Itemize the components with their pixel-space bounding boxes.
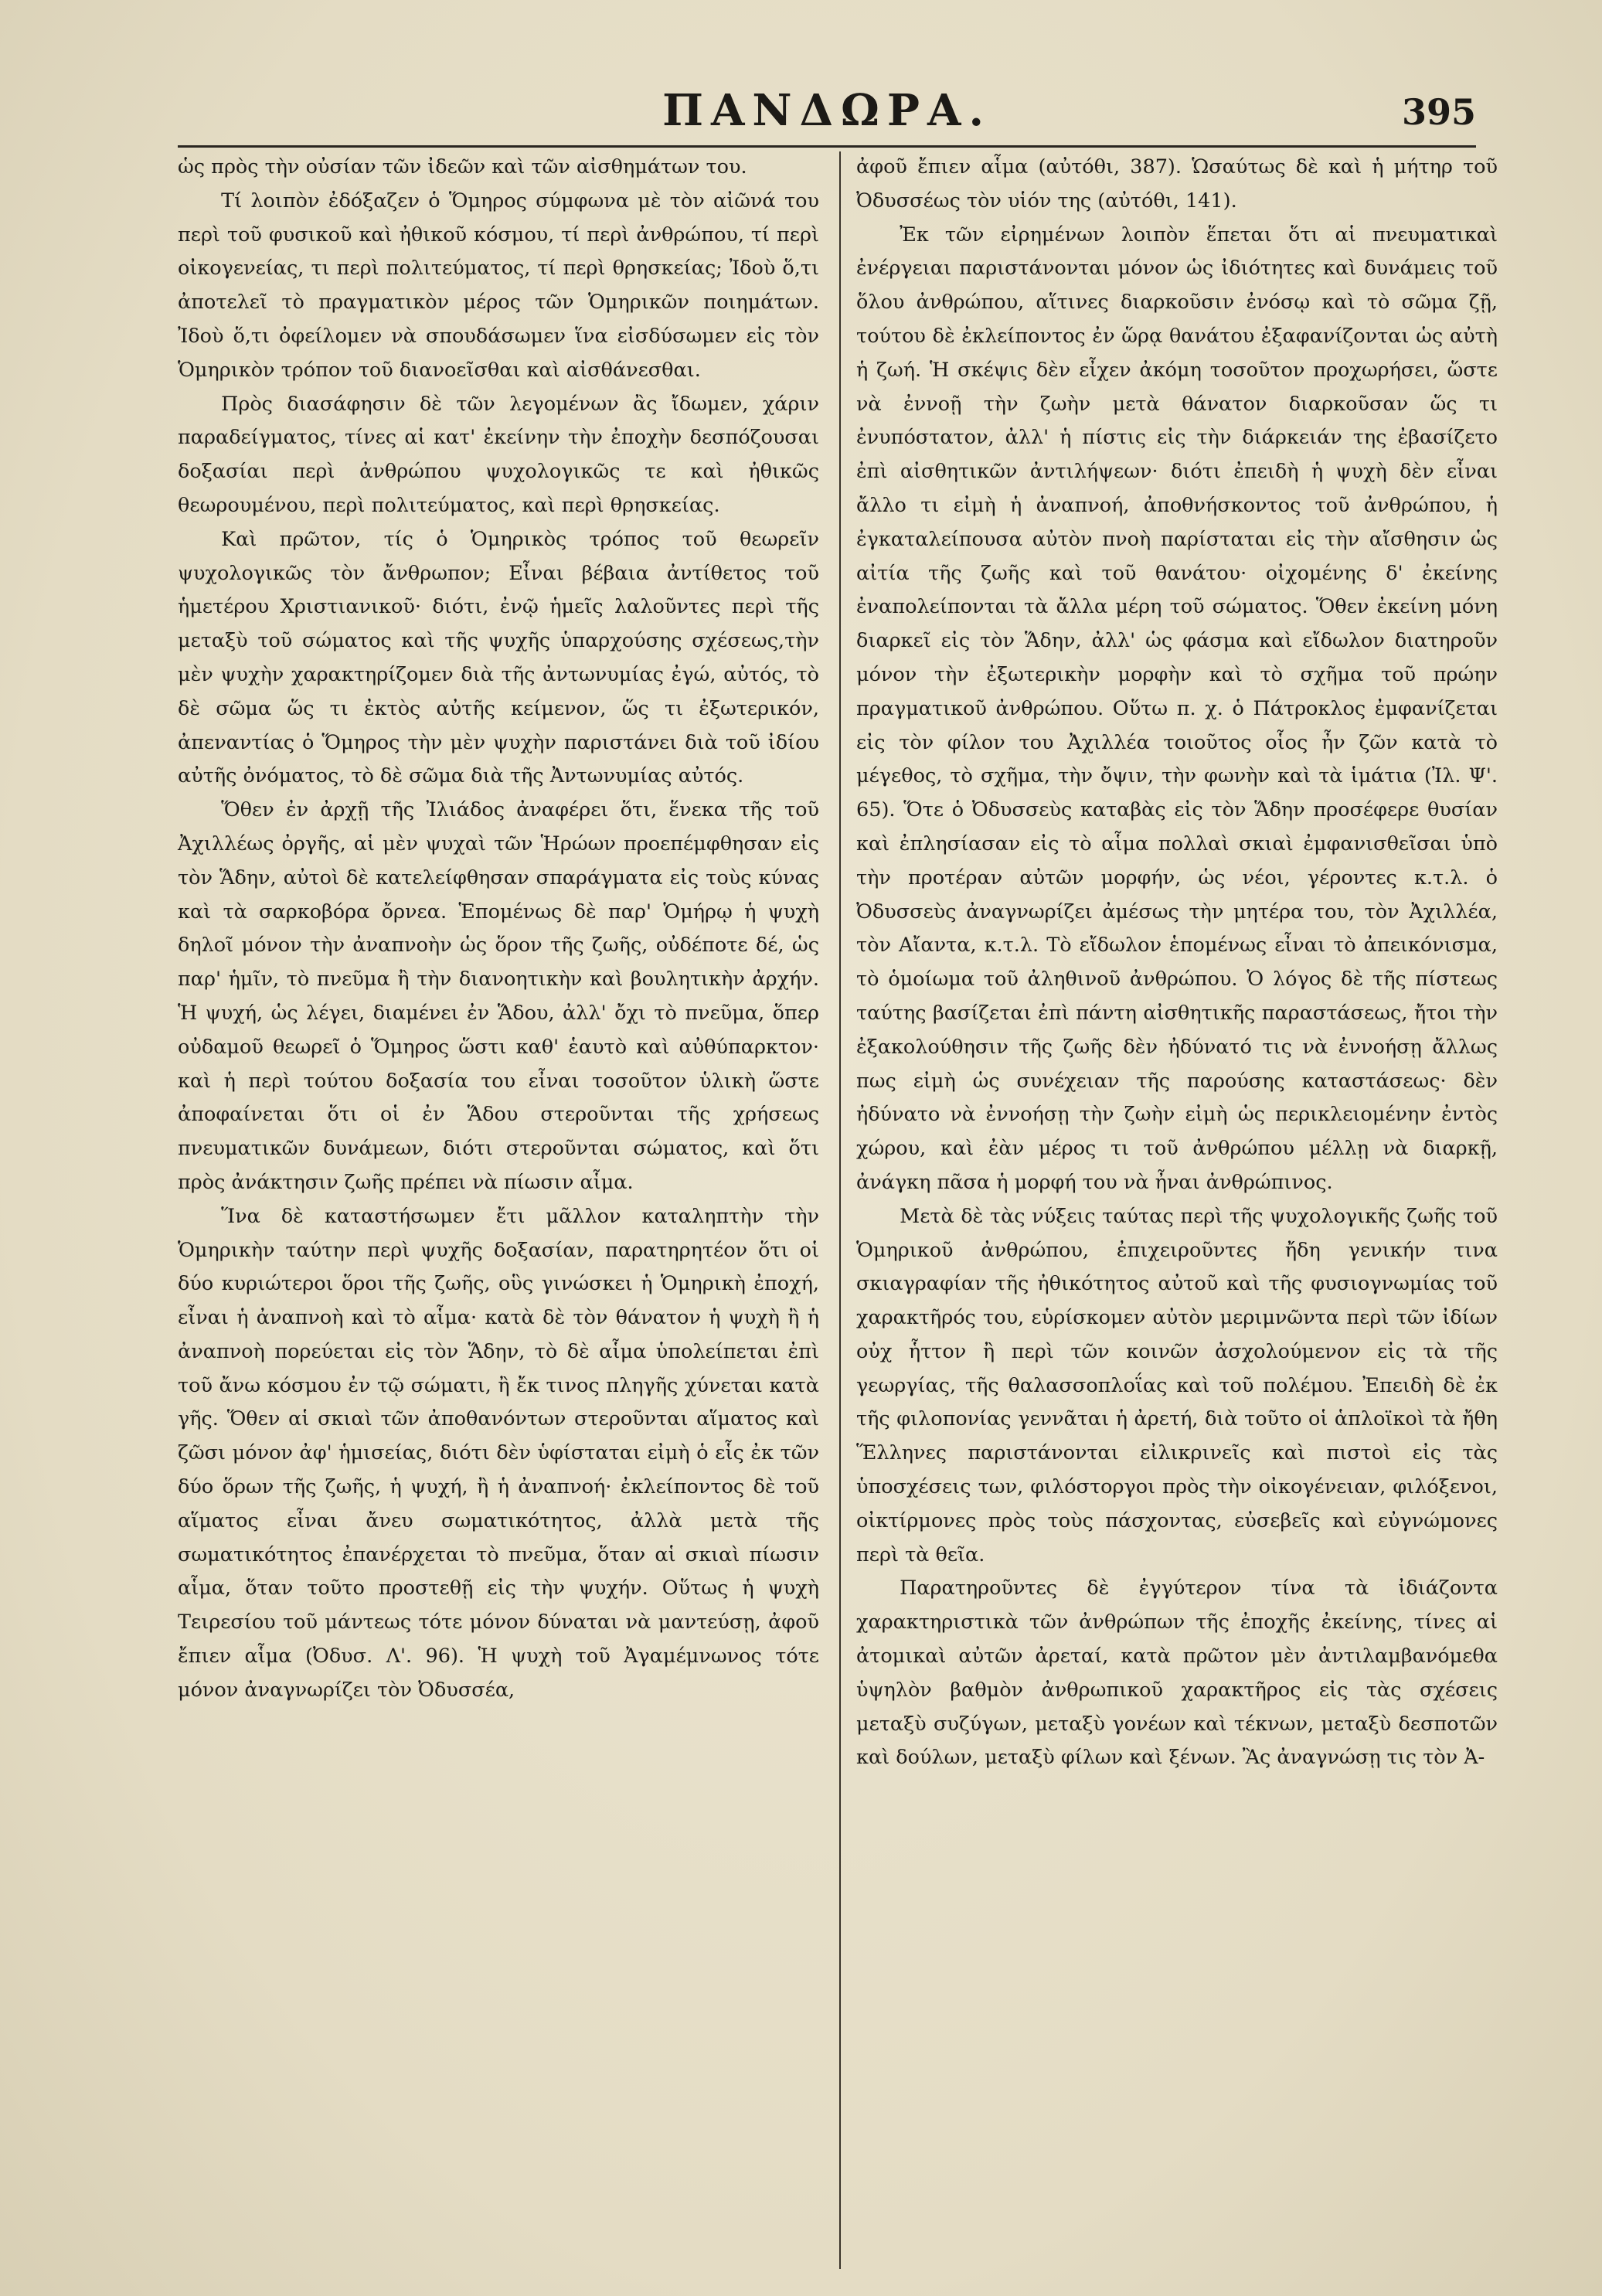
paragraph: Μετὰ δὲ τὰς νύξεις ταύτας περὶ τῆς ψυχολογικῆς ζωῆς τοῦ Ὁμηρικοῦ ἀνθρώπου, ἐπιχειροῦντες ἤδη γενικήν τινα σκιαγραφίαν τῆς ἠθικότητος αὐτοῦ καὶ τῆς φυσιογνωμίας τοῦ χαρακτῆρός του, εὑρίσκομεν αὐτὸν μεριμνῶντα περὶ τῶν ἰδίων οὐχ ἧττον ἢ περὶ τῶν κοινῶν ἀσχολούμενον εἰς τὰ τῆς γεωργίας, τῆς θαλασσοπλοΐας καὶ τοῦ πολέμου. Ἐπειδὴ δὲ ἐκ τῆς φιλοπονίας γεννᾶται ἡ ἀρετή, διὰ τοῦτο οἱ ἁπλοϊκοὶ τὰ ἤθη Ἕλληνες παριστάνονται εἰλικρινεῖς καὶ πιστοὶ εἰς τὰς ὑποσχέσεις των, φιλόστοργοι πρὸς τὴν οἰκογένειαν, φιλόξενοι, οἰκτίρμονες πρὸς τοὺς πάσχοντας, εὐσεβεῖς καὶ εὐγνώμονες περὶ τὰ θεῖα.: [856, 1204, 1498, 1566]
paragraph: Ὅθεν ἐν ἀρχῇ τῆς Ἰλιάδος ἀναφέρει ὅτι, ἕνεκα τῆς τοῦ Ἀχιλλέως ὀργῆς, αἱ μὲν ψυχαὶ τῶν Ἡρώων προεπέμφθησαν εἰς τὸν Ἅδην, αὐτοὶ δὲ κατελείφθησαν σπαράγματα εἰς τοὺς κύνας καὶ τὰ σαρκοβόρα ὄρνεα. Ἑπομένως δὲ παρ' Ὁμήρῳ ἡ ψυχὴ δηλοῖ μόνον τὴν ἀναπνοὴν ὡς ὅρον τῆς ζωῆς, οὐδέποτε δέ, ὡς παρ' ἡμῖν, τὸ πνεῦμα ἢ τὴν διανοητικὴν καὶ βουλητικὴν ἀρχήν. Ἡ ψυχή, ὡς λέγει, διαμένει ἐν Ἅδου, ἀλλ' ὄχι τὸ πνεῦμα, ὅπερ οὐδαμοῦ θεωρεῖ ὁ Ὅμηρος ὥστι καθ' ἑαυτὸ καὶ αὐθύπαρκτον· καὶ ἡ περὶ τούτου δοξασία του εἶναι τοσοῦτον ὑλικὴ ὥστε ἀποφαίνεται ὅτι οἱ ἐν Ἅδου στεροῦνται τῆς χρήσεως πνευματικῶν δυνάμεων, διότι στεροῦνται σώματος, καὶ ὅτι πρὸς ἀνάκτησιν ζωῆς πρέπει νὰ πίωσιν αἷμα.: [178, 798, 819, 1194]
column-divider: [839, 151, 841, 2269]
running-title: ΠΑΝΔΩΡΑ.: [662, 85, 991, 136]
paragraph: Ἵνα δὲ καταστήσωμεν ἔτι μᾶλλον καταληπτὴν τὴν Ὁμηρικὴν ταύτην περὶ ψυχῆς δοξασίαν, παρατηρητέον ὅτι οἱ δύο κυριώτεροι ὅροι τῆς ζωῆς, οὓς γινώσκει ἡ Ὁμηρικὴ ἐποχή, εἶναι ἡ ἀναπνοὴ καὶ τὸ αἷμα· κατὰ δὲ τὸν θάνατον ἡ ψυχὴ ἢ ἡ ἀναπνοὴ πορεύεται εἰς τὸν Ἅδην, τὸ δὲ αἷμα ὑπολείπεται ἐπὶ τοῦ ἄνω κόσμου ἐν τῷ σώματι, ἢ ἔκ τινος πληγῆς χύνεται κατὰ γῆς. Ὅθεν αἱ σκιαὶ τῶν ἀποθανόντων στεροῦνται αἵματος καὶ ζῶσι μόνον ἀφ' ἡμισείας, διότι δὲν ὑφίσταται εἰμὴ ὁ εἷς ἐκ τῶν δύο ὅρων τῆς ζωῆς, ἡ ψυχή, ἢ ἡ ἀναπνοή· ἐκλείποντος δὲ τοῦ αἵματος εἶναι ἄνευ σωματικότητος, ἀλλὰ μετὰ τῆς σωματικότητος ἐπανέρχεται τὸ πνεῦμα, ὅταν αἱ σκιαὶ πίωσιν αἷμα, ὅταν τοῦτο προστεθῇ εἰς τὴν ψυχήν. Οὕτως ἡ ψυχὴ Τειρεσίου τοῦ μάντεως τότε μόνον δύναται νὰ μαντεύσῃ, ἀφοῦ ἔπιεν αἷμα (Ὀδυσ. Λ'. 96). Ἡ ψυχὴ τοῦ Ἀγαμέμνωνος τότε μόνον ἀναγνωρίζει τὸν Ὀδυσσέα,: [178, 1204, 819, 1702]
left-column: [178, 151, 819, 1708]
paragraph: Καὶ πρῶτον, τίς ὁ Ὁμηρικὸς τρόπος τοῦ θεωρεῖν ψυχολογικῶς τὸν ἄνθρωπον; Εἶναι βέβαια ἀντίθετος τοῦ ἡμετέρου Χριστιανικοῦ· διότι, ἐνῷ ἡμεῖς λαλοῦντες περὶ τῆς μεταξὺ τοῦ σώματος καὶ τῆς ψυχῆς ὑπαρχούσης σχέσεως,τὴν μὲν ψυχὴν χαρακτηρίζομεν διὰ τῆς ἀντωνυμίας ἐγώ, αὐτός, τὸ δὲ σῶμα ὥς τι ἐκτὸς αὐτῆς κείμενον, ὥς τι ἐξωτερικόν, ἀπεναντίας ὁ Ὅμηρος τὴν μὲν ψυχὴν παριστάνει διὰ τοῦ ἰδίου αὐτῆς ὀνόματος, τὸ δὲ σῶμα διὰ τῆς Ἀντωνυμίας αὐτός.: [178, 527, 819, 788]
paragraph: Παρατηροῦντες δὲ ἐγγύτερον τίνα τὰ ἰδιάζοντα χαρακτηριστικὰ τῶν ἀνθρώπων τῆς ἐποχῆς ἐκείνης, τίνες αἱ ἀτομικαὶ αὐτῶν ἀρεταί, κατὰ πρῶτον μὲν ἀντιλαμβανόμεθα ὑψηλὸν βαθμὸν ἀνθρωπικοῦ χαρακτῆρος εἰς τὰς σχέσεις μεταξὺ συζύγων, μεταξὺ γονέων καὶ τέκνων, μεταξὺ δεσποτῶν καὶ δούλων, μεταξὺ φίλων καὶ ξένων. Ἂς ἀναγνώσῃ τις τὸν Ἀ-: [856, 1577, 1498, 1770]
paragraph: ἀφοῦ ἔπιεν αἷμα (αὐτόθι, 387). Ὡσαύτως δὲ καὶ ἡ μήτηρ τοῦ Ὀδυσσέως τὸν υἱόν της (αὐτόθι, 141).: [856, 155, 1498, 213]
paragraph: ὡς πρὸς τὴν οὐσίαν τῶν ἰδεῶν καὶ τῶν αἰσθημάτων του.: [178, 155, 747, 179]
paragraph: Πρὸς διασάφησιν δὲ τῶν λεγομένων ἂς ἴδωμεν, χάριν παραδείγματος, τίνες αἱ κατ' ἐκείνην τὴν ἐποχὴν δεσπόζουσαι δοξασίαι περὶ ἀνθρώπου ψυχολογικῶς τε καὶ ἠθικῶς θεωρουμένου, περὶ πολιτεύματος, καὶ περὶ θρησκείας.: [178, 392, 819, 517]
page-number: 395: [1401, 91, 1476, 133]
paragraph: Ἐκ τῶν εἰρημένων λοιπὸν ἕπεται ὅτι αἱ πνευματικαὶ ἐνέργειαι παριστάνονται μόνον ὡς ἰδιότητες καὶ δυνάμεις τοῦ ὅλου ἀνθρώπου, αἵτινες διαρκοῦσιν ἐνόσῳ καὶ τὸ σῶμα ζῇ, τούτου δὲ ἐκλείποντος ἐν ὥρᾳ θανάτου ἐξαφανίζονται ὡς αὐτὴ ἡ ζωή. Ἡ σκέψις δὲν εἶχεν ἀκόμη τοσοῦτον προχωρήσει, ὥστε νὰ ἐννοῇ τὴν ζωὴν μετὰ θάνατον διαρκοῦσαν ὥς τι ἐνυπόστατον, ἀλλ' ἡ πίστις εἰς τὴν διάρκειάν της ἐβασίζετο ἐπὶ αἰσθητικῶν ἀντιλήψεων· διότι ἐπειδὴ ἡ ψυχὴ δὲν εἶναι ἄλλο τι εἰμὴ ἡ ἀναπνοή, ἀποθνήσκοντος τοῦ ἀνθρώπου, ἡ ἐγκαταλείπουσα αὐτὸν πνοὴ παρίσταται εἰς τὴν αἴσθησιν ὡς αἰτία τῆς ζωῆς καὶ τοῦ θανάτου· οἰχομένης δ' ἐκείνης ἐναπολείπονται τὰ ἄλλα μέρη τοῦ σώματος. Ὅθεν ἐκείνη μόνη διαρκεῖ εἰς τὸν Ἅδην, ἀλλ' ὡς φάσμα καὶ εἴδωλον διατηροῦν μόνον τὴν ἐξωτερικὴν μορφὴν καὶ τὸ σχῆμα τοῦ πρώην πραγματικοῦ ἀνθρώπου. Οὕτω π. χ. ὁ Πάτροκλος ἐμφανίζεται εἰς τὸν φίλον του Ἀχιλλέα τοιοῦτος οἷος ἦν ζῶν κατὰ τὸ μέγεθος, τὸ σχῆμα, τὴν ὄψιν, τὴν φωνὴν καὶ τὰ ἱμάτια (Ἰλ. Ψ'. 65). Ὅτε ὁ Ὀδυσσεὺς καταβὰς εἰς τὸν Ἅδην προσέφερε θυσίαν καὶ ἐπλησίασαν εἰς τὸ αἷμα πολλαὶ σκιαὶ ἐμφανισθεῖσαι ὑπὸ τὴν προτέραν αὐτῶν μορφήν, ὡς νέοι, γέροντες κ.τ.λ. ὁ Ὀδυσσεὺς ἀναγνωρίζει ἀμέσως τὴν μητέρα του, τὸν Ἀχιλλέα, τὸν Αἴαντα, κ.τ.λ. Τὸ εἴδωλον ἑπομένως εἶναι τὸ ἀπεικόνισμα, τὸ ὁμοίωμα τοῦ ἀληθινοῦ ἀνθρώπου. Ὁ λόγος δὲ τῆς πίστεως ταύτης βασίζεται ἐπὶ πάντη αἰσθητικῆς παραστάσεως, ἤτοι τὴν ἐξακολούθησιν τῆς ζωῆς δὲν ἠδύνατό τις νὰ ἐννοήσῃ ἄλλως πως εἰμὴ ὡς συνέχειαν τῆς παρούσης καταστάσεως· δὲν ἠδύνατο νὰ ἐννοήσῃ τὴν ζωὴν εἰμὴ ὡς περικλειομένην ἐντὸς χώρου, καὶ ἐὰν μέρος τι τοῦ ἀνθρώπου μέλλῃ νὰ διαρκῇ, ἀνάγκη πᾶσα ἡ μορφή του νὰ ἦναι ἀνθρώπινος.: [856, 223, 1498, 1194]
right-column: [856, 151, 1498, 1775]
header-rule: [178, 145, 1476, 148]
page-header: [178, 85, 1476, 147]
paragraph: Τί λοιπὸν ἐδόξαζεν ὁ Ὅμηρος σύμφωνα μὲ τὸν αἰῶνά του περὶ τοῦ φυσικοῦ καὶ ἠθικοῦ κόσμου, τί περὶ ἀνθρώπου, τί περὶ οἰκογενείας, τι περὶ πολιτεύματος, τί περὶ θρησκείας; Ἰδοὺ ὅ,τι ἀποτελεῖ τὸ πραγματικὸν μέρος τῶν Ὁμηρικῶν ποιημάτων. Ἰδοὺ ὅ,τι ὀφείλομεν νὰ σπουδάσωμεν ἵνα εἰσδύσωμεν εἰς τὸν Ὁμηρικὸν τρόπον τοῦ διανοεῖσθαι καὶ αἰσθάνεσθαι.: [178, 189, 819, 382]
